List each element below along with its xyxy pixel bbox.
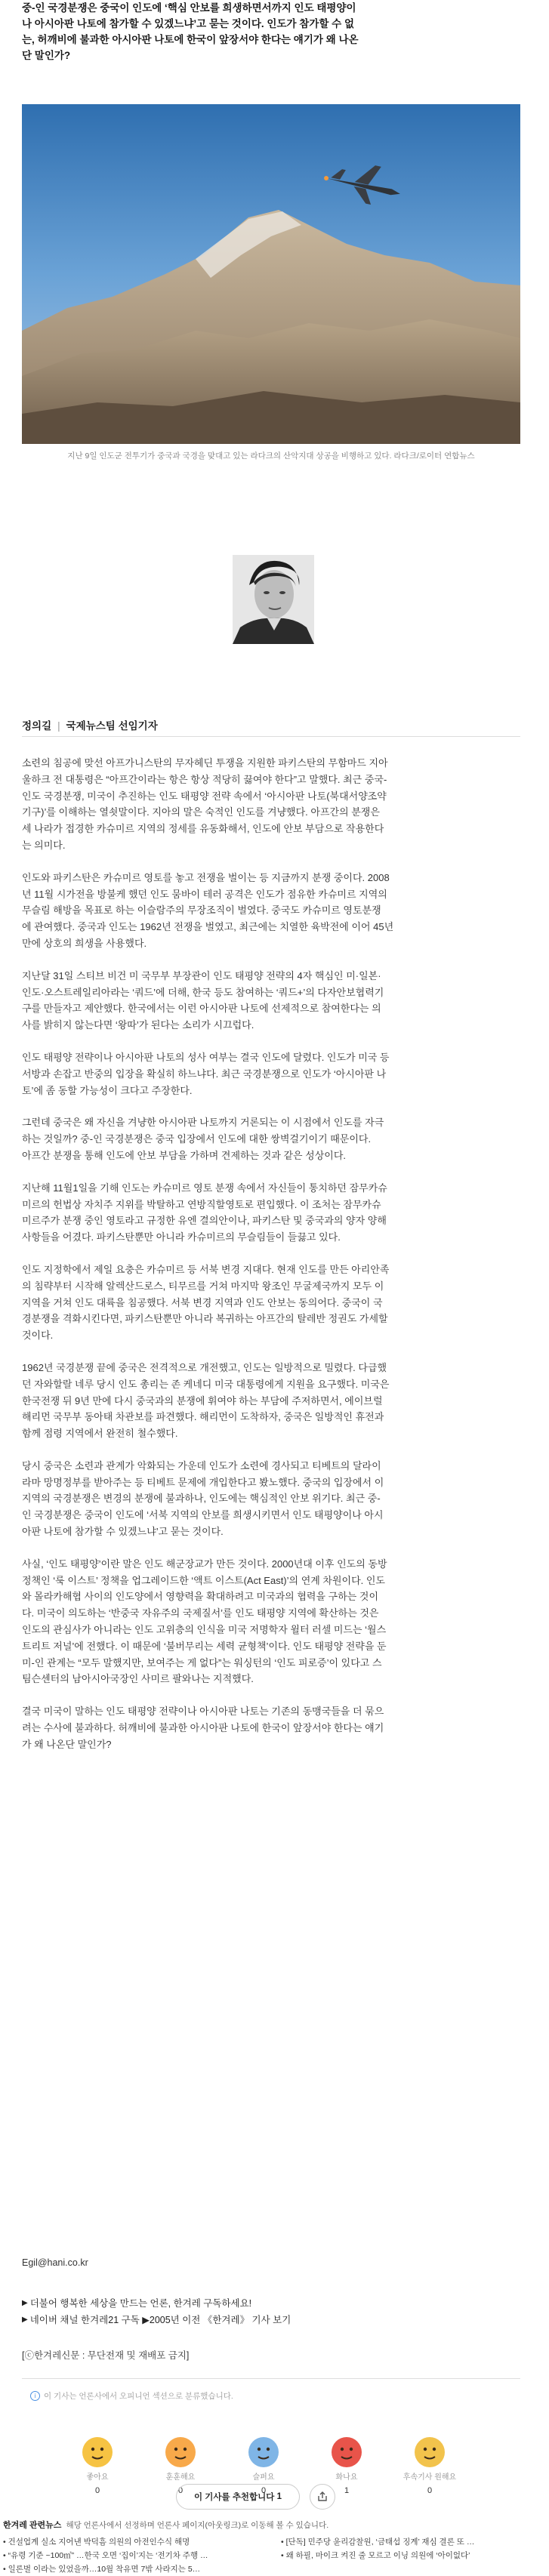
byline xyxy=(22,717,158,732)
body-paragraph xyxy=(22,1360,520,1442)
body-line: 려는 수사에 불과하다. 허깨비에 불과한 아시아판 나토에 한국이 앞장서야 한다는 얘기 xyxy=(22,1722,384,1734)
body-paragraph xyxy=(22,1703,520,1752)
body-line: 인도 태평양 전략이나 아시아판 나토의 성사 여부는 결국 인도에 달렸다. 인도가 미국 등 xyxy=(22,1051,390,1063)
body-paragraph xyxy=(22,1180,520,1246)
body-line: 던 자와할랄 네루 당시 인도 총리는 존 케네디 미국 대통령에게 지원을 요구했다. 미국은 xyxy=(22,1378,390,1390)
reaction-button[interactable] xyxy=(56,2437,139,2495)
body-line: 사를 밝히지 않는다면 ‘왕따’가 된다는 소리가 시끄럽다. xyxy=(22,1019,254,1031)
lead-line: 나 아시아판 나토에 참가할 수 있겠느냐’고 묻는 것이다. 인도가 참가할 수 없 xyxy=(22,18,354,29)
byline-separator: | xyxy=(57,720,60,732)
reporter-role: 국제뉴스팀 선임기자 xyxy=(66,720,158,732)
body-line: 하는 것일까? 중-인 국경분쟁은 중국 입장에서 인도에 대한 쌍벽걸기이기 때문이다. xyxy=(22,1133,372,1145)
reaction-button[interactable] xyxy=(388,2437,471,2495)
warm-face-icon xyxy=(165,2437,196,2467)
body-line: 지역의 국경분쟁은 변경의 분쟁에 불과하나, 인도에는 핵심적인 안보 위기다. 최근 중- xyxy=(22,1493,381,1505)
body-line: 에 관여했다. 중국과 인도는 1962년 전쟁을 벌였고, 최근에는 치열한 육박전에 이어 45년 xyxy=(22,921,394,933)
arrow-right-icon: ▶ xyxy=(22,2299,28,2307)
byline-divider xyxy=(22,736,520,737)
lead-line: 중-인 국경분쟁은 중국이 인도에 ‘핵심 안보를 희생하면서까지 인도 태평양이 xyxy=(22,2,356,14)
related-news-title: 한겨레 관련뉴스 xyxy=(3,2521,62,2530)
related-news-header xyxy=(3,2519,328,2531)
body-line: 것이다. xyxy=(22,1330,54,1342)
body-line: 구를 만들자고 제안했다. 한국에서는 이런 아시아판 나토에 선제적으로 참여한다는 의 xyxy=(22,1003,381,1015)
related-news-item[interactable]: • “유령 기준 ~100㎡” …한국 오면 ‘집이’지는 ‘전기차 주행 … xyxy=(3,2551,208,2560)
body-line: 해리먼 국무부 동아태 차관보를 파견했다. 해리먼이 도착하자, 중국은 일방적인 휴전과 xyxy=(22,1411,384,1423)
fighter-jet-over-mountains-image xyxy=(22,104,520,444)
reporter-name[interactable]: 정의길 xyxy=(22,720,52,732)
body-line: 미-인 관계는 “모두 말했지만, 보여주는 게 없다”는 워싱턴의 ‘인도 피로증’이 있다고 스 xyxy=(22,1656,382,1669)
body-line: 한국전쟁 뒤 9년 만에 다시 중국과의 분쟁에 휘여야 하는 부담에 주저하면서, 에이브럴 xyxy=(22,1394,383,1407)
promo-links xyxy=(22,2295,291,2328)
naver-channel-link-text: 네이버 채널 한겨레21 구독 ▶2005년 이전 《한겨레》 기사 보기 xyxy=(29,2315,291,2325)
body-line: 인도의 관심사가 아니라는 인도 고위층의 인식을 미국 저명학자 윌터 러셀 미드는 ‘월스 xyxy=(22,1624,387,1636)
section-classification-note xyxy=(30,2390,233,2402)
body-line: 소련의 침공에 맞선 아프가니스탄의 무자헤딘 투쟁을 지원한 파키스탄의 무함마드 지아 xyxy=(22,757,388,769)
body-line: 서방과 손잡고 반중의 입장을 확실히 하느냐다. 최근 국경분쟁으로 인도가 ‘아시아판 나 xyxy=(22,1068,387,1080)
reaction-count: 0 xyxy=(94,2486,100,2495)
body-line: 트리트 저널’에 전했다. 이 때문에 ‘불버무리는 세력 균형책’이다. 인도 태평양 전략을 둔 xyxy=(22,1640,387,1652)
sad-face-icon xyxy=(248,2437,279,2467)
body-line: 인 국경분쟁은 중국이 인도에 ‘서북 지역의 안보를 희생시키면서 인도 태평양이나 아시 xyxy=(22,1509,384,1521)
body-line: 만에 상호의 희생을 사용했다. xyxy=(22,937,147,949)
subscribe-link[interactable] xyxy=(22,2295,291,2312)
body-line: 와 몰라카해협 사이의 인도양에서 영향력을 확대하려고 미국과의 협력을 구하는 것이 xyxy=(22,1591,379,1603)
body-line: 기구)’를 이해하는 열쇳말이다. 지아의 말은 숙적인 인도를 겨냥했다. 아프간의 분쟁은 xyxy=(22,806,380,818)
related-news-item[interactable]: • 왜 하필, 마이크 켜진 줄 모르고 이닝 의원에 ‘아이없다’ xyxy=(281,2551,470,2560)
subscribe-link-text: 더불어 행복한 세상을 만드는 언론, 한겨레 구독하세요! xyxy=(29,2298,252,2309)
body-paragraph xyxy=(22,968,520,1034)
naver-channel-link[interactable] xyxy=(22,2312,291,2328)
body-line: 지역을 거쳐 인도 대륙을 침공했다. 서북 변경 지역과 인도 안보는 동의어다. 중국이 국 xyxy=(22,1296,383,1308)
body-line: 당시 중국은 소련과 관계가 악화되는 가운데 인도가 소련에 경사되고 티베트의 달라이 xyxy=(22,1459,381,1471)
body-line: 울하크 전 대통령은 “아프간이라는 항은 항상 적당히 끓여야 한다”고 말했다. 최근 중국- xyxy=(22,773,387,785)
body-line: 그런데 중국은 왜 자신을 겨냥한 아시아판 나토까지 거론되는 이 시점에서 인도를 자극 xyxy=(22,1117,384,1129)
curious-face-icon xyxy=(415,2437,445,2467)
article-body xyxy=(22,755,520,1769)
body-paragraph xyxy=(22,1458,520,1540)
body-line: 아프간 분쟁을 통해 인도에 안보 부담을 가하며 견제하는 것과 같은 성상이다. xyxy=(22,1149,347,1161)
body-line: 인도·오스트레일리아라는 ‘쿼드’에 더해, 한국 등도 참여하는 ‘쿼드+’의 다자안보협력기 xyxy=(22,986,384,998)
reporter-photo xyxy=(233,555,314,644)
body-line: 지난해 11월1일을 기해 인도는 카슈미르 영토 분쟁 속에서 자신들이 통치하던 잠무카슈 xyxy=(22,1182,387,1194)
footer-divider xyxy=(22,2378,520,2379)
reaction-count: 0 xyxy=(261,2486,267,2495)
recommend-button[interactable] xyxy=(176,2484,300,2510)
body-line: 지난달 31일 스티브 비건 미 국무부 부장관이 인도 태평양 전략의 4자 핵심인 미·일본· xyxy=(22,969,381,981)
angry-face-icon xyxy=(332,2437,362,2467)
body-line: 팀슨센터의 남아시아국장인 사미르 팔와나는 지적했다. xyxy=(22,1673,254,1685)
body-paragraph xyxy=(22,1556,520,1687)
reaction-label: 후속기사 원해요 xyxy=(402,2473,457,2482)
reaction-label: 좋아요 xyxy=(86,2473,109,2482)
body-line: 정책인 ‘룩 이스트’ 정책을 업그레이드한 ‘액트 이스트(Act East)’의 연계 차원이다. 인도 xyxy=(22,1574,385,1586)
body-paragraph xyxy=(22,1114,520,1163)
related-news-subtitle: 해당 언론사에서 선정하며 언론사 페이지(아웃링크)로 이동해 볼 수 있습니다. xyxy=(66,2521,329,2530)
body-line: 아판 나토에 참가할 수 있겠느냐’고 묻는 것이다. xyxy=(22,1526,224,1538)
body-line: 함께 점령 지역에서 완전히 철수했다. xyxy=(22,1428,178,1440)
body-line: 인도 국경분쟁, 미국이 추진하는 인도 태평양 전략 속에서 ‘아시아판 나토(북대서양조약 xyxy=(22,790,387,802)
recommend-label: 이 기사를 추천합니다 xyxy=(194,2493,275,2502)
body-line: 년 11월 시가전을 방불케 했던 인도 뭄바이 테러 공격은 인도가 점유한 카슈미르 지역의 xyxy=(22,888,387,900)
body-line: 무슬림 해방을 목표로 하는 이슬람주의 무장조직이 벌였다. 중국도 카슈미르 영토분쟁 xyxy=(22,904,381,917)
body-line: 경분쟁을 격화시킨다면, 파키스탄뿐만 아니라 복귀하는 아프간의 탈레반 정권도 가세할 xyxy=(22,1313,388,1325)
lead-summary xyxy=(22,0,520,63)
info-icon: i xyxy=(30,2391,40,2401)
body-line: 라마 망명정부를 받아주는 등 티베트 문제에 개입한다고 봤노했다. 중국의 입장에서 이 xyxy=(22,1476,384,1488)
reaction-label: 슬퍼요 xyxy=(252,2473,275,2482)
related-news-item[interactable]: • 건설업계 실소 지어낸 박덕흠 의원의 아전인수식 해명 xyxy=(3,2537,190,2547)
body-line: 사실, ‘인도 태평양’이란 말은 인도 해군장교가 만든 것이다. 2000년대 이후 인도의 동방 xyxy=(22,1558,387,1570)
body-line: 다. 미국이 의도하는 ‘반중국 자유주의 국제질서’를 인도 태평양 지역에 확산하는 것은 xyxy=(22,1607,379,1619)
body-line: 는 의미다. xyxy=(22,839,66,851)
body-line: 사항들을 어겼다. 파키스탄뿐만 아니라 카슈미르의 무슬림들이 들끓고 있다. xyxy=(22,1231,341,1243)
body-line: 1962년 국경분쟁 끝에 중국은 전격적으로 개전했고, 인도는 일방적으로 밀렸다. 다급했 xyxy=(22,1361,387,1373)
related-news-item[interactable]: • [단독] 민주당 윤리감찰원, ‘금태섭 징계’ 재심 결론 또 … xyxy=(281,2537,475,2547)
body-line: 미르의 헌법상 자치주 지위를 박탈하고 연방직할영토로 편입했다. 이 조처는 잠무카슈 xyxy=(22,1198,381,1210)
body-line: 세 나라가 접경한 카슈미르 지역의 정세를 유동화해서, 인도에 안보 부담으로 작용한다 xyxy=(22,823,384,835)
reaction-label: 훈훈해요 xyxy=(165,2473,196,2482)
article-photo xyxy=(22,104,520,444)
body-line: 결국 미국이 말하는 인도 태평양 전략이나 아시아판 나토는 기존의 동맹국들을 더 묶으 xyxy=(22,1706,384,1718)
reaction-count: 0 xyxy=(177,2486,184,2495)
recommend-count: 1 xyxy=(276,2492,282,2501)
body-paragraph xyxy=(22,1049,520,1098)
reporter-email[interactable]: Egil@hani.co.kr xyxy=(22,2257,88,2268)
share-icon xyxy=(316,2491,328,2503)
lead-line: 단 말인가? xyxy=(22,50,71,61)
section-classification-text: 이 기사는 언론사에서 오피니언 섹션으로 분류했습니다. xyxy=(44,2392,233,2401)
related-news-list-right xyxy=(281,2535,474,2562)
arrow-right-icon: ▶ xyxy=(22,2316,28,2324)
body-line: 토’에 좀 동할 가능성이 크다고 주장한다. xyxy=(22,1084,193,1096)
body-line: 의 침략부터 시작해 알렉산드로스, 티무르를 거쳐 마지막 왕조인 무굴제국까지 모두 이 xyxy=(22,1280,384,1292)
body-paragraph xyxy=(22,870,520,952)
lead-line: 는, 허깨비에 불과한 아시아판 나토에 한국이 앞장서야 한다는 얘기가 왜 나온 xyxy=(22,34,359,45)
body-line: 인도와 파키스탄은 카슈미르 영토를 놓고 전쟁을 벌이는 등 지금까지 분쟁 중이다. 2008 xyxy=(22,871,390,883)
share-button[interactable] xyxy=(310,2484,335,2510)
smile-face-icon xyxy=(82,2437,113,2467)
body-line: 인도 지정학에서 제일 요충은 카슈미르 등 서북 변경 지대다. 현재 인도를 만든 아리안족 xyxy=(22,1263,390,1275)
reporter-portrait-image xyxy=(233,555,314,644)
body-line: 가 왜 나온단 말인가? xyxy=(22,1738,112,1750)
related-news-list-left xyxy=(3,2535,208,2576)
reaction-count: 0 xyxy=(427,2486,433,2495)
body-paragraph xyxy=(22,755,520,854)
reaction-count: 1 xyxy=(344,2486,350,2495)
body-paragraph xyxy=(22,1262,520,1344)
reaction-label: 화나요 xyxy=(335,2473,358,2482)
copyright-notice: [ⓒ한겨레신문 : 무단전재 및 재배포 금지] xyxy=(22,2350,190,2361)
photo-caption: 지난 9일 인도군 전투기가 중국과 국경을 맞대고 있는 라다크의 산악지대 상공을 비행하고 있다. 라다크/로이터 연합뉴스 xyxy=(67,451,475,461)
body-line: 미르주가 분쟁 중인 영토라고 규정한 유엔 결의안이나, 파키스탄 및 중국과의 양자 양해 xyxy=(22,1215,387,1227)
related-news-item[interactable]: • 일론벌 이라는 있었을까…10월 착유면 7밖 사라지는 5… xyxy=(3,2565,201,2574)
